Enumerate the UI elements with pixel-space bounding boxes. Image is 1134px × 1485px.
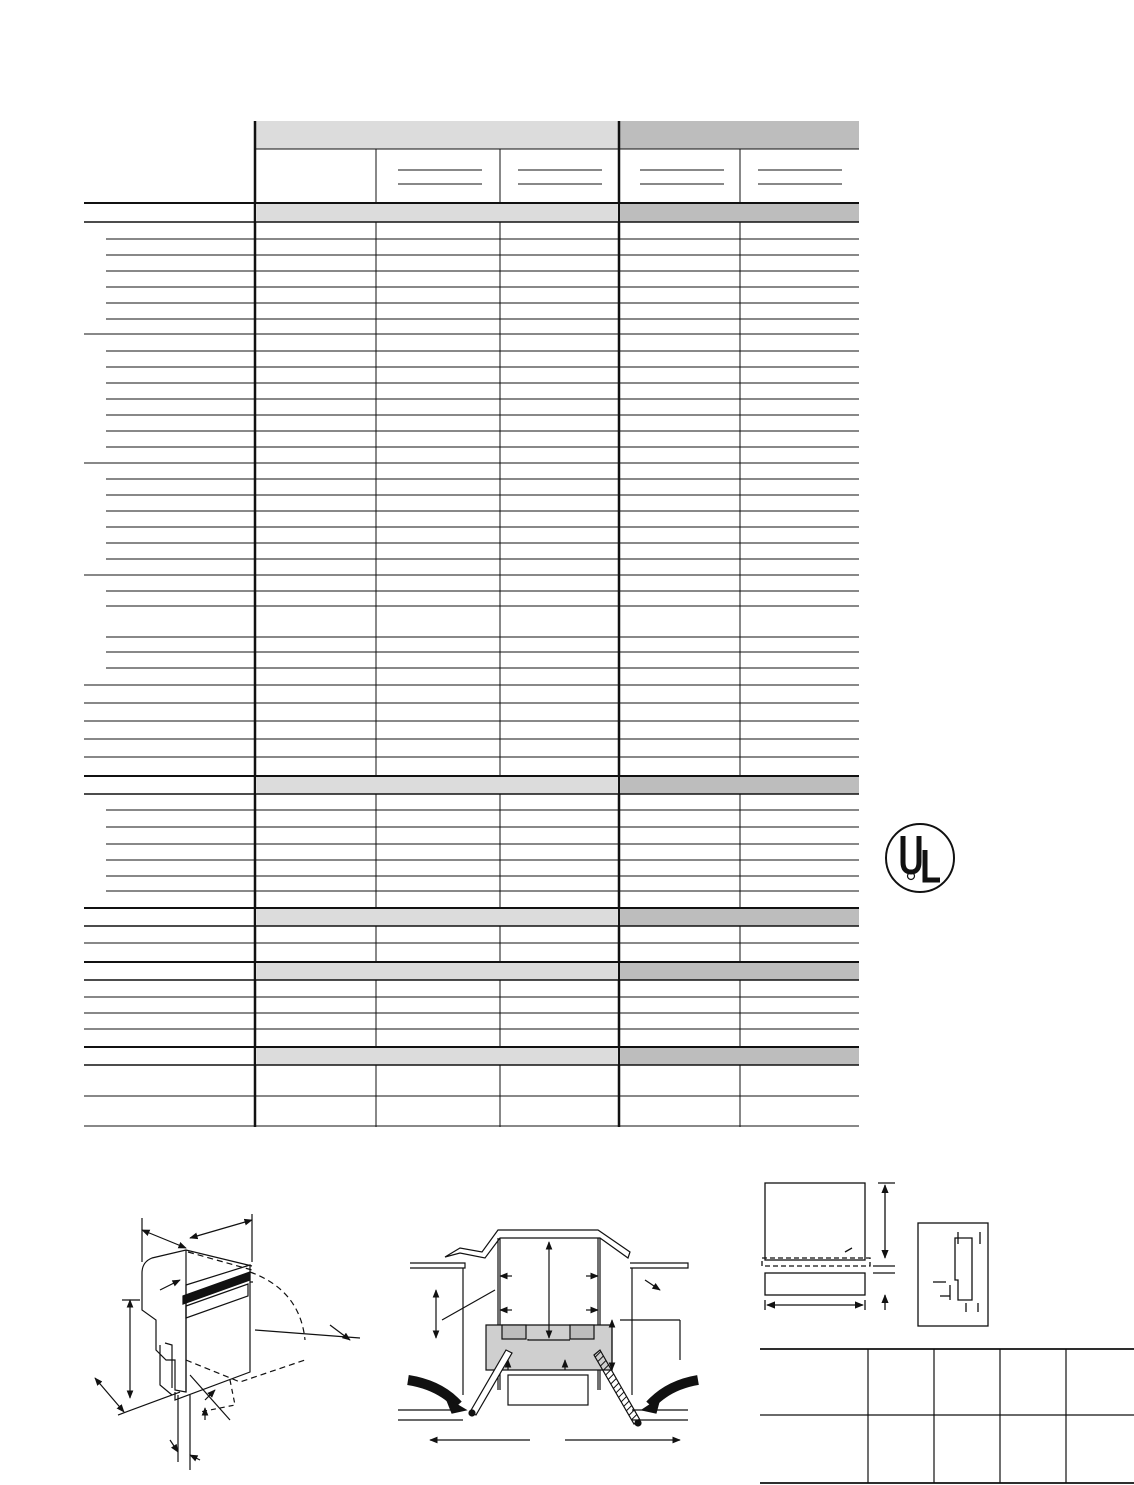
section-band bbox=[256, 908, 618, 926]
section-band bbox=[620, 203, 859, 222]
table-rows bbox=[84, 203, 859, 1127]
specification-table bbox=[84, 121, 859, 1127]
section-band bbox=[620, 908, 859, 926]
installation-cross-section-diagram bbox=[398, 1230, 698, 1440]
header-band-left bbox=[255, 121, 618, 149]
ul-listing-icon bbox=[886, 824, 954, 892]
door-panel-diagram bbox=[762, 1183, 988, 1326]
header-band-right bbox=[620, 121, 859, 149]
section-band bbox=[620, 962, 859, 980]
section-band bbox=[256, 962, 618, 980]
cabinet-dimension-table bbox=[760, 1349, 1134, 1483]
section-band bbox=[256, 776, 618, 794]
section-band bbox=[256, 203, 618, 222]
section-band bbox=[620, 776, 859, 794]
section-band bbox=[620, 1047, 859, 1065]
section-band bbox=[256, 1047, 618, 1065]
dishwasher-isometric-diagram bbox=[95, 1214, 360, 1470]
